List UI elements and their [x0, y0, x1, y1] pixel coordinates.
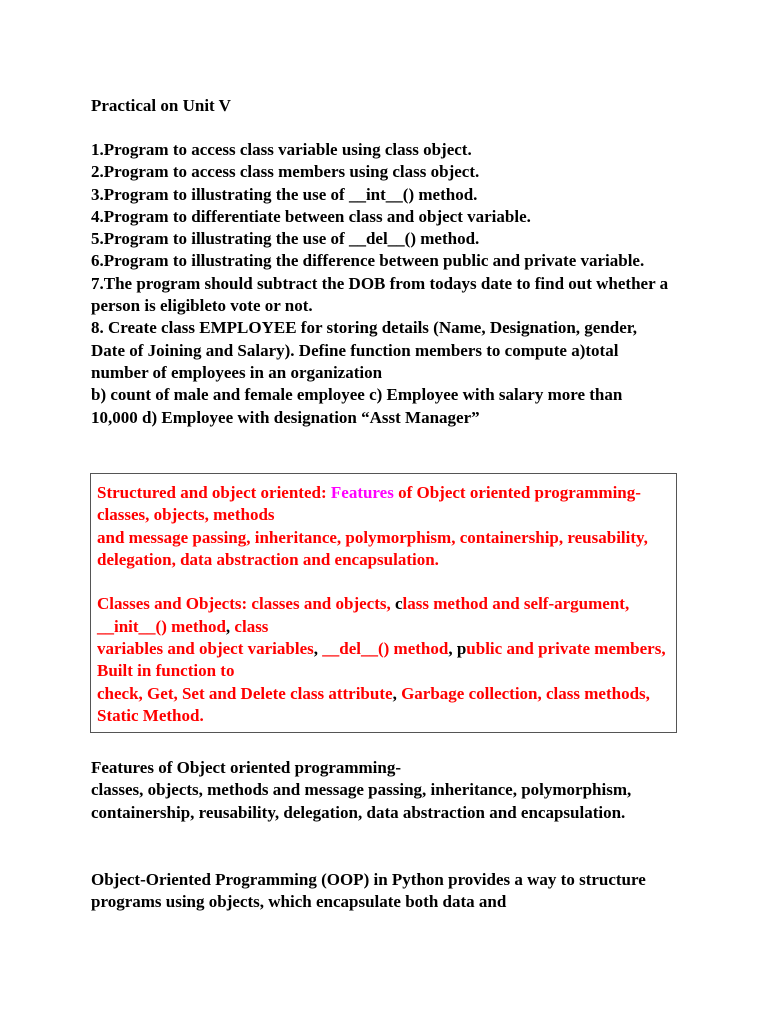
syllabus-paragraph-1-line2: [97, 527, 667, 572]
public-private-text: ublic and private members, Built in function to: [97, 639, 666, 681]
oop-paragraph: Object-Oriented Programming (OOP) in Python provides a way to structure programs using objects, which encapsulate both data and: [91, 870, 646, 912]
separator-comma: ,: [313, 639, 323, 659]
features-body: classes, objects, methods and message passing, inheritance, polymorphism, containership, reusability, delegation, data abstraction and encapsulation.: [91, 780, 632, 822]
program-item-7: 7.The program should subtract the DOB from todays date to find out whether a person is eligibleto vote or not.: [91, 273, 669, 316]
program-list: [91, 139, 671, 429]
class-method-initial: c: [394, 594, 403, 614]
features-section: [91, 757, 651, 824]
class-word: class: [234, 616, 269, 636]
program-item-8: 8. Create class EMPLOYEE for storing details (Name, Designation, gender, Date of Joining and Salary). Define function members to compute a)total number of employees in an organization: [91, 318, 638, 382]
program-item-8-continued: b) count of male and female employee c) Employee with salary more than 10,000 d) Employee with designation “Asst Manager”: [91, 385, 623, 427]
features-heading: Features of Object oriented programming-: [91, 758, 402, 777]
garbage-collection-text: Garbage collection, class methods, Static Method.: [97, 683, 650, 725]
syllabus-paragraph-1: [97, 482, 667, 527]
syllabus-paragraph-2-line2: [97, 638, 667, 683]
separator-comma: ,: [392, 683, 402, 703]
class-attribute-text: check, Get, Set and Delete class attribute: [97, 683, 393, 703]
syllabus-paragraph-2: [97, 593, 667, 638]
program-item-5: 5.Program to illustrating the use of __del__() method.: [91, 229, 480, 249]
classes-objects-heading: Classes and Objects: classes and objects,: [97, 594, 395, 614]
del-method-text: __del__() method: [322, 639, 449, 659]
program-item-6: 6.Program to illustrating the difference between public and private variable.: [91, 251, 645, 271]
features-highlight: Features: [330, 483, 394, 502]
separator-comma-p: , p: [448, 639, 467, 659]
syllabus-box: [90, 473, 677, 733]
oop-section: [91, 869, 651, 914]
program-item-4: 4.Program to differentiate between class and object variable.: [91, 206, 531, 226]
oop-features-text: and message passing, inheritance, polymorphism, containership, reusability, delegation, data abstraction and encapsulation.: [97, 527, 648, 569]
variables-text: variables and object variables: [97, 639, 314, 659]
oop-intro-text: of Object oriented programming-classes, objects, methods: [97, 483, 641, 525]
program-item-1: 1.Program to access class variable using class object.: [91, 140, 472, 159]
paragraph-gap: [97, 571, 667, 593]
program-item-2: 2.Program to access class members using class object.: [91, 162, 480, 182]
syllabus-paragraph-2-line3: [97, 683, 667, 728]
class-method-text: lass method and self-argument, __init__() method: [97, 594, 630, 636]
structured-heading: Structured and object oriented:: [97, 483, 331, 502]
separator-comma: ,: [225, 616, 235, 636]
syllabus-content: [97, 482, 667, 727]
page-title: Practical on Unit V: [91, 96, 231, 115]
program-item-3: 3.Program to illustrating the use of __int__() method.: [91, 184, 478, 204]
